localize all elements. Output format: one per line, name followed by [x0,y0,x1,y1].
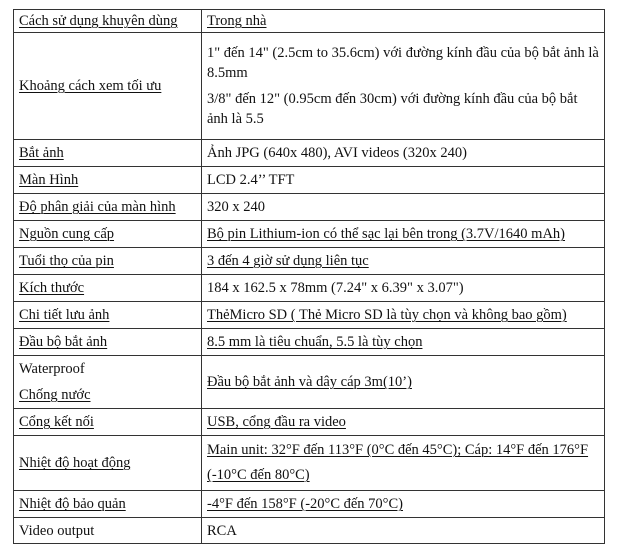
table-row [14,10,605,33]
spec-label: Video output [14,518,202,544]
spec-label: Nhiệt độ bảo quản [14,491,202,518]
spec-value: 184 x 162.5 x 78mm (7.24" x 6.39" x 3.07") [202,275,605,302]
spec-value: Trong nhà [202,10,605,33]
spec-label: Cách sử dụng khuyên dùng [14,10,202,33]
spec-label: Khoảng cách xem tối ưu [14,33,202,140]
spec-value: -4°F đến 158°F (-20°C đến 70°C) [202,491,605,518]
spec-value: Đầu bộ bắt ảnh và dây cáp 3m(10’) [202,356,605,409]
spec-label [14,356,202,409]
spec-label: Kích thước [14,275,202,302]
table-row [14,167,605,194]
spec-label: Độ phân giải của màn hình [14,194,202,221]
spec-label: Nguồn cung cấp [14,221,202,248]
spec-value: Bộ pin Lithium-ion có thể sạc lại bên trong (3.7V/1640 mAh) [202,221,605,248]
spec-value [202,33,605,140]
spec-label-line: Waterproof [19,361,85,377]
table-row [14,518,605,544]
spec-value: 8.5 mm là tiêu chuẩn, 5.5 là tùy chọn [202,329,605,356]
spec-value-line: 3/8" đến 12" (0.95cm đến 30cm) với đường kính đầu của bộ bắt ảnh là 5.5 [207,91,578,127]
spec-label: Chi tiết lưu ảnh [14,302,202,329]
spec-label: Bắt ảnh [14,140,202,167]
table-row [14,302,605,329]
table-row [14,33,605,140]
spec-value: Ảnh JPG (640x 480), AVI videos (320x 240) [202,140,605,167]
spec-value: 3 đến 4 giờ sử dụng liên tục [202,248,605,275]
table-row [14,329,605,356]
table-row [14,248,605,275]
spec-label-line: Chống nước [19,387,91,403]
table-row [14,356,605,409]
spec-value: USB, cổng đầu ra video [202,409,605,436]
spec-value-line: 1" đến 14" (2.5cm to 35.6cm) với đường kính đầu của bộ bắt ảnh là 8.5mm [207,45,599,81]
spec-sheet [13,9,603,544]
spec-label: Đầu bộ bắt ảnh [14,329,202,356]
table-row [14,194,605,221]
spec-value: 320 x 240 [202,194,605,221]
spec-table [13,9,605,544]
spec-value: LCD 2.4’’ TFT [202,167,605,194]
table-row [14,409,605,436]
spec-value: ThẻMicro SD ( Thẻ Micro SD là tùy chọn và không bao gồm) [202,302,605,329]
spec-value: Main unit: 32°F đến 113°F (0°C đến 45°C); Cáp: 14°F đến 176°F (-10°C đến 80°C) [202,436,605,491]
table-row [14,491,605,518]
table-row [14,436,605,491]
spec-label: Màn Hình [14,167,202,194]
spec-label: Nhiệt độ hoạt động [14,436,202,491]
table-row [14,275,605,302]
table-row [14,140,605,167]
spec-value: RCA [202,518,605,544]
spec-label: Cổng kết nối [14,409,202,436]
table-row [14,221,605,248]
spec-label: Tuổi thọ của pin [14,248,202,275]
